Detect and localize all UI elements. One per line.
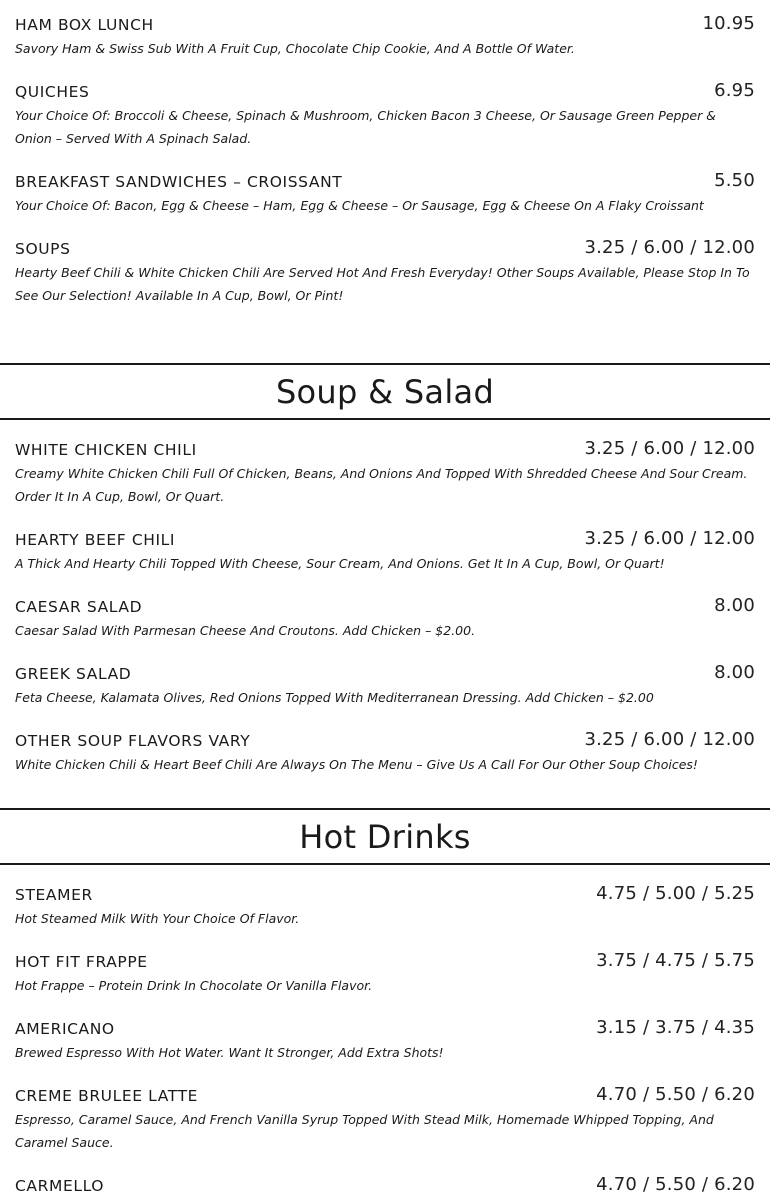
item-name: CARMELLO (15, 1177, 105, 1195)
item-price: 6.95 (714, 80, 755, 101)
soup-salad-list (0, 420, 770, 776)
menu-item (15, 1174, 755, 1195)
menu-item (15, 595, 755, 642)
item-price: 10.95 (702, 13, 755, 34)
item-description: White Chicken Chili & Heart Beef Chili Are Always On The Menu – Give Us A Call For Our Other Soup Choices! (15, 757, 698, 772)
item-name: AMERICANO (15, 1020, 115, 1038)
item-price: 4.75 / 5.00 / 5.25 (596, 883, 755, 904)
item-description: A Thick And Hearty Chili Topped With Cheese, Sour Cream, And Onions. Get It In A Cup, Bowl, Or Quart! (15, 556, 665, 571)
item-description: Savory Ham & Swiss Sub With A Fruit Cup, Chocolate Chip Cookie, And A Bottle Of Water. (15, 41, 575, 56)
item-name: GREEK SALAD (15, 665, 132, 683)
item-description: Caesar Salad With Parmesan Cheese And Croutons. Add Chicken – $2.00. (15, 623, 476, 638)
item-description: Hot Steamed Milk With Your Choice Of Flavor. (15, 911, 300, 926)
menu-item (15, 438, 755, 508)
item-price: 3.25 / 6.00 / 12.00 (584, 528, 755, 549)
item-name: SOUPS (15, 240, 71, 258)
top-items-list (0, 0, 770, 307)
section-title: Soup & Salad (275, 372, 495, 411)
item-price: 3.75 / 4.75 / 5.75 (596, 950, 755, 971)
item-price: 3.25 / 6.00 / 12.00 (584, 237, 755, 258)
menu-item (15, 13, 755, 60)
item-name: HEARTY BEEF CHILI (15, 531, 176, 549)
item-name: STEAMER (15, 886, 93, 904)
menu-item (15, 950, 755, 997)
item-name: BREAKFAST SANDWICHES – CROISSANT (15, 173, 343, 191)
item-description: Espresso, Caramel Sauce, And French Vanilla Syrup Topped With Stead Milk, Homemade Whipped Topping, And Caramel Sauce. (15, 1112, 714, 1150)
menu-item (15, 80, 755, 150)
item-description: Feta Cheese, Kalamata Olives, Red Onions Topped With Mediterranean Dressing. Add Chicken – $2.00 (15, 690, 654, 705)
menu-item (15, 729, 755, 776)
item-description: Your Choice Of: Bacon, Egg & Cheese – Ham, Egg & Cheese – Or Sausage, Egg & Cheese On A Flaky Croissant (15, 198, 704, 213)
item-price: 3.15 / 3.75 / 4.35 (596, 1017, 755, 1038)
item-name: HOT FIT FRAPPE (15, 953, 148, 971)
item-price: 3.25 / 6.00 / 12.00 (584, 438, 755, 459)
menu-item (15, 883, 755, 930)
item-price: 5.50 (714, 170, 755, 191)
item-description: Creamy White Chicken Chili Full Of Chicken, Beans, And Onions And Topped With Shredded Cheese And Sour Cream. Order It In A Cup, Bowl, Or Quart. (15, 466, 748, 504)
item-name: CAESAR SALAD (15, 598, 143, 616)
menu-item (15, 1084, 755, 1154)
item-name: CREME BRULEE LATTE (15, 1087, 199, 1105)
item-price: 8.00 (714, 662, 755, 683)
menu-item (15, 662, 755, 709)
item-price: 4.70 / 5.50 / 6.20 (596, 1174, 755, 1195)
menu-item (15, 528, 755, 575)
hot-drinks-list (0, 865, 770, 1195)
item-name: WHITE CHICKEN CHILI (15, 441, 197, 459)
item-description: Brewed Espresso With Hot Water. Want It Stronger, Add Extra Shots! (15, 1045, 444, 1060)
menu-item (15, 237, 755, 307)
item-name: QUICHES (15, 83, 90, 101)
section-header-hot-drinks (0, 808, 770, 865)
item-name: OTHER SOUP FLAVORS VARY (15, 732, 251, 750)
section-title: Hot Drinks (299, 817, 471, 856)
item-price: 3.25 / 6.00 / 12.00 (584, 729, 755, 750)
menu-item (15, 170, 755, 217)
item-description: Your Choice Of: Broccoli & Cheese, Spinach & Mushroom, Chicken Bacon 3 Cheese, Or Sausage Green Pepper & Onion – Served With A Spinach Salad. (15, 108, 716, 146)
item-description: Hot Frappe – Protein Drink In Chocolate Or Vanilla Flavor. (15, 978, 373, 993)
section-header-soup-salad (0, 363, 770, 420)
item-description: Hearty Beef Chili & White Chicken Chili Are Served Hot And Fresh Everyday! Other Soups Available, Please Stop In To See Our Selection! Available In A Cup, Bowl, Or Pint! (15, 265, 750, 303)
menu-item (15, 1017, 755, 1064)
item-price: 8.00 (714, 595, 755, 616)
item-price: 4.70 / 5.50 / 6.20 (596, 1084, 755, 1105)
item-name: HAM BOX LUNCH (15, 16, 154, 34)
